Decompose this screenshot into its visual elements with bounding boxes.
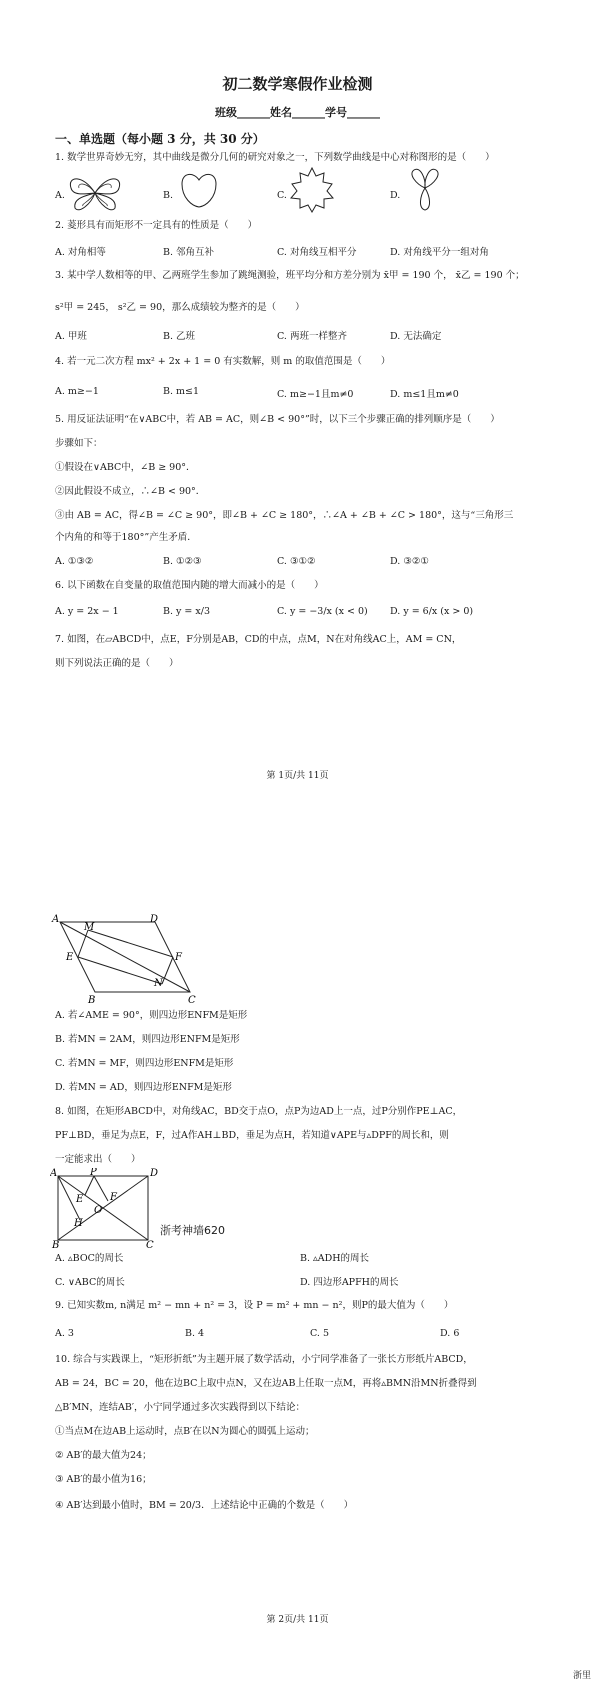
q1-option-c: C.: [277, 190, 287, 201]
q4-option-b: B. m≤1: [163, 386, 200, 397]
cardioid-curve-figure: [178, 170, 220, 210]
q5-step-3-cont: 个内角的和等于180°”产生矛盾．: [55, 532, 197, 543]
q2-option-a: A. 对角相等: [55, 247, 106, 258]
exam-title: 初二数学寒假作业检测: [222, 75, 373, 93]
q8-stem-line2: PF⊥BD，垂足为点E，F，过A作AH⊥BD，垂足为点H，若知道∨APE与▵DPF的周长和，则: [55, 1130, 449, 1141]
q8-label-f: F: [110, 1192, 117, 1203]
page-2: [0, 900, 595, 1684]
q6-option-d: D. y = 6/x (x > 0): [390, 606, 474, 617]
page-1: [0, 0, 595, 800]
page-footer-1: 第 1页/共 11页: [266, 771, 329, 781]
q3-option-c: C. 两班一样整齐: [277, 331, 347, 342]
q7-label-b: B: [88, 995, 96, 1004]
q8-label-e: E: [76, 1194, 84, 1205]
q8-label-d: D: [150, 1168, 159, 1179]
q9-option-d: D. 6: [440, 1328, 460, 1339]
q8-label-h: H: [74, 1218, 83, 1229]
q5-option-d: D. ③②①: [390, 556, 429, 567]
q8-rectangle-figure: [50, 1168, 160, 1248]
q10-conclusion-4: ④ AB′达到最小值时，BM = 20/3．上述结论中正确的个数是（ ）: [55, 1500, 354, 1511]
q8-stem-line3: 一定能求出（ ）: [55, 1154, 141, 1165]
q3-option-a: A. 甲班: [55, 331, 87, 342]
q7-label-e: E: [66, 952, 74, 963]
q2-option-b: B. 邻角互补: [163, 247, 215, 258]
q2-stem: 2. 菱形具有而矩形不一定具有的性质是（ ）: [55, 220, 258, 231]
q8-label-b: B: [52, 1240, 60, 1248]
q7-stem-line2: 则下列说法正确的是（ ）: [55, 658, 179, 669]
q4-stem: 4. 若一元二次方程 mx² + 2x + 1 = 0 有实数解，则 m 的取值范围是（ ）: [55, 356, 391, 367]
q6-stem: 6. 以下函数在自变量的取值范围内随的增大而减小的是（ ）: [55, 580, 324, 591]
q5-step-2: ②因此假设不成立，∴∠B < 90°．: [55, 486, 206, 497]
q3-stem-line1: 3. 某中学人数相等的甲、乙两班学生参加了跳绳测验，班平均分和方差分别为 x̄甲 = 190 个， x̄乙 = 190 个；: [55, 270, 525, 281]
q10-conclusion-3: ③ AB′的最小值为16；: [55, 1474, 152, 1485]
q8-label-a: A: [50, 1168, 58, 1179]
q5-option-a: A. ①③②: [55, 556, 94, 567]
q5-stem: 5. 用反证法证明“在∨ABC中，若 AB = AC，则∠B < 90°”时，以下三个步骤正确的排列顺序是（ ）: [55, 414, 500, 425]
q7-parallelogram-figure: [50, 914, 210, 1004]
q9-option-a: A. 3: [55, 1328, 74, 1339]
q3-stem-line2: s²甲 = 245， s²乙 = 90，那么成绩较为整齐的是（ ）: [55, 302, 305, 313]
q10-stem-line3: △B′MN，连结AB′，小宁同学通过多次实践得到以下结论：: [55, 1402, 305, 1413]
q1-option-b: B.: [163, 190, 174, 201]
q3-option-d: D. 无法确定: [390, 331, 442, 342]
q7-label-m: M: [84, 922, 95, 933]
q7-label-c: C: [188, 995, 196, 1004]
q7-stem: 7. 如图，在▱ABCD中，点E，F分别是AB，CD的中点，点M，N在对角线AC上，AM = CN，: [55, 634, 462, 645]
q8-option-b: B. ▵ADH的周长: [300, 1253, 370, 1264]
q8-label-p: P: [90, 1168, 97, 1178]
three-leaf-curve-figure: [402, 166, 448, 212]
q1-option-a: A.: [55, 190, 65, 201]
q2-option-c: C. 对角线互相平分: [277, 247, 357, 258]
section-heading: 一、单选题（每小题 3 分，共 30 分）: [55, 132, 265, 146]
q8-stem: 8. 如图，在矩形ABCD中，对角线AC，BD交于点O，点P为边AD上一点，过P分别作PE⊥AC，: [55, 1106, 463, 1117]
q8-option-c: C. ∨ABC的周长: [55, 1277, 125, 1288]
snowflake-curve-figure: [287, 166, 337, 214]
q7-label-n: N: [154, 978, 163, 989]
q9-stem: 9. 已知实数m, n满足 m² − mn + n² = 3，设 P = m² + mn − n²，则P的最大值为（ ）: [55, 1300, 454, 1311]
q5-step-3: ③由 AB = AC，得∠B = ∠C ≥ 90°，即∠B + ∠C ≥ 180°，∴∠A + ∠B + ∠C > 180°，这与“三角形三: [55, 510, 514, 521]
q1-option-d: D.: [390, 190, 401, 201]
q10-conclusion-1: ①当点M在边AB上运动时，点B′在以N为圆心的圆弧上运动；: [55, 1426, 315, 1437]
q8-option-d: D. 四边形APFH的周长: [300, 1277, 399, 1288]
q5-step-1: ①假设在∨ABC中，∠B ≥ 90°．: [55, 462, 196, 473]
q4-option-d: D. m≤1且m≠0: [390, 389, 459, 400]
q7-label-d: D: [150, 914, 159, 925]
butterfly-curve-figure: [65, 172, 125, 214]
q7-label-f: F: [175, 952, 182, 963]
student-info-line: 班级______姓名______学号______: [215, 106, 380, 119]
q8-option-a: A. ▵BOC的周长: [55, 1253, 124, 1264]
q1-stem: 1. 数学世界奇妙无穷，其中曲线是微分几何的研究对象之一，下列数学曲线是中心对称图形的是（ ）: [55, 152, 495, 163]
page-footer-2: 第 2页/共 11页: [266, 1615, 329, 1625]
q9-option-c: C. 5: [310, 1328, 330, 1339]
q8-label-o: O: [94, 1205, 103, 1216]
q5-step-intro: 步骤如下：: [55, 438, 103, 449]
q6-option-b: B. y = x/3: [163, 606, 210, 617]
q4-option-a: A. m≥−1: [55, 386, 99, 397]
q7-label-a: A: [52, 914, 60, 925]
watermark-text: 浙考神墙620: [160, 1224, 225, 1237]
q9-option-b: B. 4: [185, 1328, 205, 1339]
q8-label-c: C: [146, 1240, 154, 1248]
q6-option-c: C. y = −3/x (x < 0): [277, 606, 368, 617]
q10-conclusion-2: ② AB′的最大值为24；: [55, 1450, 152, 1461]
q7-option-d: D. 若MN = AD，则四边形ENFM是矩形: [55, 1082, 232, 1093]
q4-option-c: C. m≥−1且m≠0: [277, 389, 354, 400]
q7-option-c: C. 若MN = MF，则四边形ENFM是矩形: [55, 1058, 234, 1069]
q2-option-d: D. 对角线平分一组对角: [390, 247, 489, 258]
q7-option-b: B. 若MN = 2AM，则四边形ENFM是矩形: [55, 1034, 240, 1045]
q3-option-b: B. 乙班: [163, 331, 196, 342]
q5-option-c: C. ③①②: [277, 556, 316, 567]
q10-stem-line2: AB = 24，BC = 20，他在边BC上取中点N，又在边AB上任取一点M，再将▵BMN沿MN折叠得到: [55, 1378, 477, 1389]
q10-stem-line1: 10. 综合与实践课上，“矩形折纸”为主题开展了数学活动，小宁同学准备了一张长方形纸片ABCD，: [55, 1354, 473, 1365]
page-gap: [0, 800, 595, 900]
side-watermark: 浙里: [572, 1671, 591, 1681]
q6-option-a: A. y = 2x − 1: [55, 606, 119, 617]
q7-option-a: A. 若∠AME = 90°，则四边形ENFM是矩形: [55, 1010, 248, 1021]
q5-option-b: B. ①②③: [163, 556, 202, 567]
